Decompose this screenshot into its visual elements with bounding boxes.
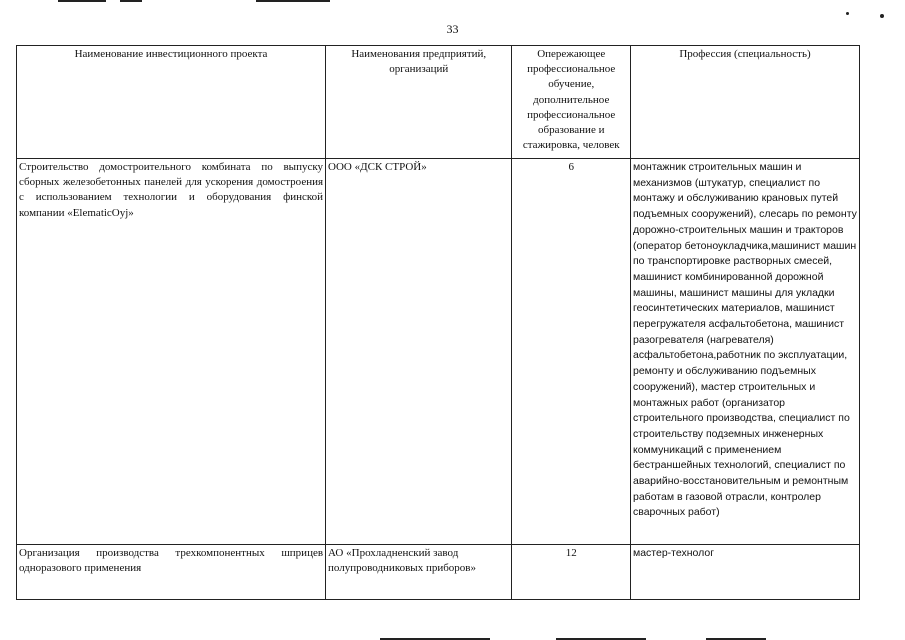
scan-artifact-line — [120, 0, 142, 2]
header-project-name: Наименование инвестиционного проекта — [17, 46, 326, 159]
cell-organization: ООО «ДСК СТРОЙ» — [326, 159, 512, 545]
header-profession: Профессия (специальность) — [631, 46, 860, 159]
cell-profession: мастер-технолог — [631, 545, 860, 600]
scan-artifact-speck — [846, 12, 849, 15]
page-number: 33 — [446, 22, 459, 36]
scan-artifact-line — [58, 0, 106, 2]
cell-organization: АО «Прохладненский завод полупроводниковых приборов» — [326, 545, 512, 600]
cell-project: Строительство домостроительного комбината по выпуску сборных железобетонных панелей для ускорения домостроения с использованием технологии и оборудования финской компании «ElematicOyj» — [17, 159, 326, 545]
header-training-count: Опережающее профессиональное обучение, дополнительное профессиональное образование и стажировка, человек — [512, 46, 631, 159]
scan-artifact-line — [256, 0, 330, 2]
table-row — [17, 545, 860, 600]
cell-project: Организация производства трехкомпонентных шприцев одноразового применения — [17, 545, 326, 600]
cell-people: 12 — [512, 545, 631, 600]
header-organizations: Наименования предприятий, организаций — [326, 46, 512, 159]
investment-projects-table — [16, 45, 860, 600]
table-header-row — [17, 46, 860, 159]
cell-profession: монтажник строительных машин и механизмов (штукатур, специалист по монтажу и обслуживанию крановых путей подъемных сооружений), слесарь по ремонту дорожно-строительных машин и тракторов (оператор бетоноукладчика,машинист машин по транспортировке растворных смесей, машинист комбинированной дорожной машины, машинист машины для укладки геосинтетических материалов, машинист перегружателя асфальтобетона, машинист разогревателя (нагревателя) асфальтобетона,работник по эксплуатации, ремонту и обслуживанию подъемных сооружений), мастер строительных и монтажных работ (организатор строительного производства, специалист по строительству подземных инженерных коммуникаций с применением бестраншейных технологий, специалист по аварийно-восстановительным и ремонтным работам в газовой отрасли, контролер сварочных работ) — [631, 159, 860, 545]
scan-artifact-speck — [880, 14, 884, 18]
table-row — [17, 159, 860, 545]
cell-people: 6 — [512, 159, 631, 545]
